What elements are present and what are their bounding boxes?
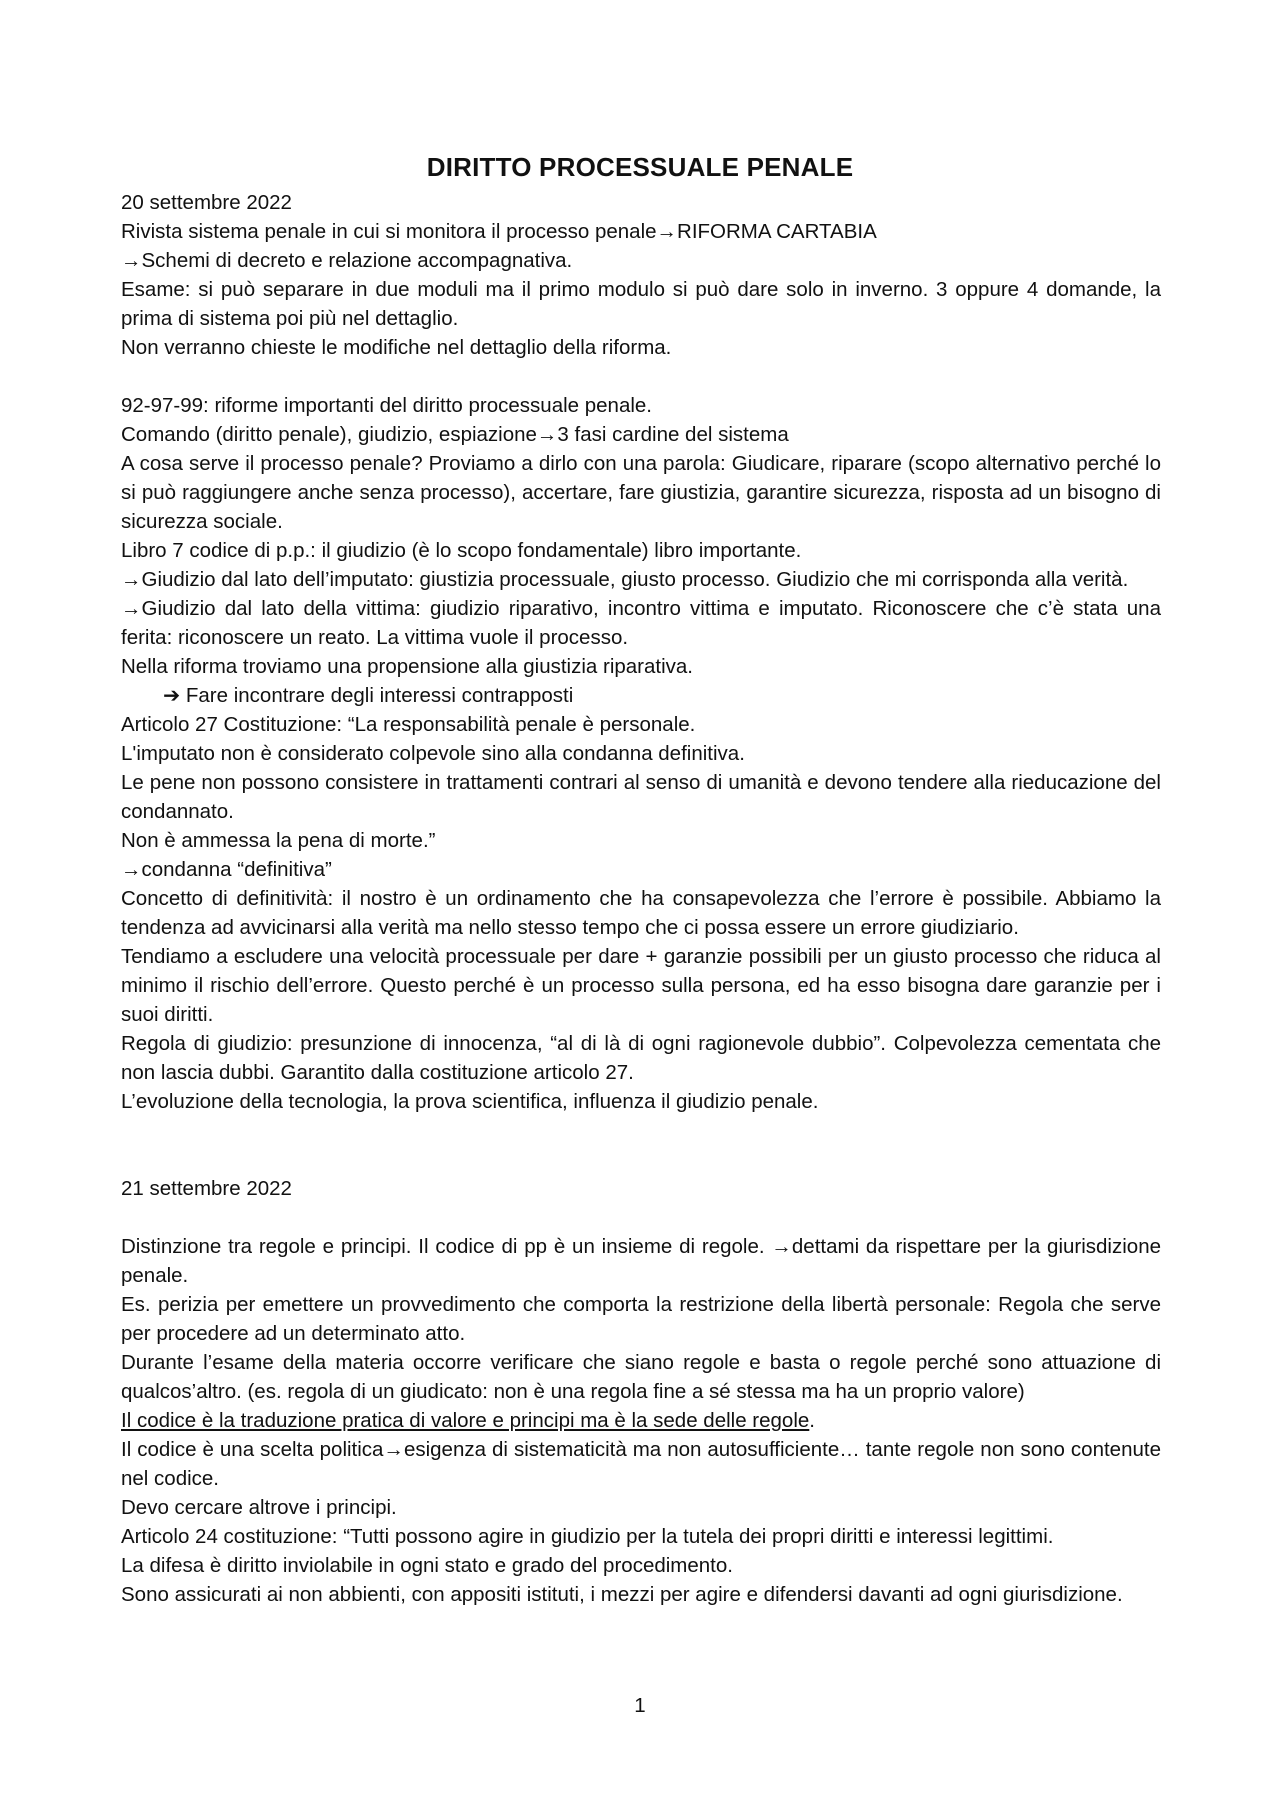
paragraph: Comando (diritto penale), giudizio, espiazione→3 fasi cardine del sistema [121,423,789,446]
paragraph: Libro 7 codice di p.p.: il giudizio (è lo scopo fondamentale) libro importante. [121,539,802,562]
paragraph: L'imputato non è considerato colpevole sino alla condanna definitiva. [121,742,745,765]
date-heading: 21 settembre 2022 [121,1177,292,1200]
paragraph: Regola di giudizio: presunzione di innocenza, “al di là di ogni ragionevole dubbio”. Colpevolezza cementata che non lascia dubbi. Garantito dalla costituzione articolo 27. [121,1032,1161,1084]
date-heading: 20 settembre 2022 [121,191,292,214]
paragraph: →Giudizio dal lato dell’imputato: giustizia processuale, giusto processo. Giudizio che mi corrisponda alla verità. [121,568,1129,591]
paragraph: Rivista sistema penale in cui si monitora il processo penale→RIFORMA CARTABIA [121,220,877,243]
underlined-statement: Il codice è la traduzione pratica di valore e principi ma è la sede delle regole [121,1409,810,1432]
paragraph: Il codice è una scelta politica→esigenza di sistematicità ma non autosufficiente… tante regole non sono contenute nel codice. [121,1438,1161,1490]
bullet-item: ➔ Fare incontrare degli interessi contrapposti [163,684,574,707]
paragraph: →Giudizio dal lato della vittima: giudizio riparativo, incontro vittima e imputato. Riconoscere che c’è stata una ferita: riconoscere un reato. La vittima vuole il processo. [121,597,1161,649]
paragraph: →Schemi di decreto e relazione accompagnativa. [121,249,573,272]
paragraph: Concetto di definitività: il nostro è un ordinamento che ha consapevolezza che l’errore è possibile. Abbiamo la tendenza ad avvicinarsi alla verità ma nello stesso tempo che ci possa essere un errore giudiziario. [121,887,1161,939]
paragraph: Esame: si può separare in due moduli ma il primo modulo si può dare solo in inverno. 3 oppure 4 domande, la prima di sistema poi più nel dettaglio. [121,278,1161,330]
paragraph: Tendiamo a escludere una velocità processuale per dare + garanzie possibili per un giusto processo che riduca al minimo il rischio dell’errore. Questo perché è un processo sulla persona, ed ha esso bisogna dare garanzie per i suoi diritti. [121,945,1161,1026]
paragraph: Sono assicurati ai non abbienti, con appositi istituti, i mezzi per agire e difendersi davanti ad ogni giurisdizione. [121,1583,1123,1606]
period: . [809,1409,815,1432]
paragraph: A cosa serve il processo penale? Proviamo a dirlo con una parola: Giudicare, riparare (scopo alternativo perché lo si può raggiungere anche senza processo), accertare, fare giustizia, garantire sicurezza, risposta ad un bisogno di sicurezza sociale. [121,452,1161,533]
document-title: DIRITTO PROCESSUALE PENALE [426,152,854,182]
paragraph: La difesa è diritto inviolabile in ogni stato e grado del procedimento. [121,1554,733,1577]
spacer [121,1116,1161,1174]
paragraph: Durante l’esame della materia occorre verificare che siano regole e basta o regole perché sono attuazione di qualcos’altro. (es. regola di un giudicato: non è una regola fine a sé stessa ma ha un proprio valore) [121,1351,1161,1403]
paragraph [121,1406,1161,1435]
document-body [121,188,1161,1609]
paragraph: Non è ammessa la pena di morte.” [121,829,436,852]
page-number: 1 [634,1694,646,1717]
paragraph: Distinzione tra regole e principi. Il codice di pp è un insieme di regole. →dettami da rispettare per la giurisdizione penale. [121,1235,1161,1287]
paragraph: Nella riforma troviamo una propensione alla giustizia riparativa. [121,655,693,678]
paragraph: 92-97-99: riforme importanti del diritto processuale penale. [121,394,652,417]
spacer [121,362,1161,391]
paragraph: Es. perizia per emettere un provvedimento che comporta la restrizione della libertà personale: Regola che serve per procedere ad un determinato atto. [121,1293,1161,1345]
paragraph: Non verranno chieste le modifiche nel dettaglio della riforma. [121,336,672,359]
paragraph: →condanna “definitiva” [121,858,332,881]
paragraph: Articolo 27 Costituzione: “La responsabilità penale è personale. [121,713,696,736]
paragraph: Le pene non possono consistere in trattamenti contrari al senso di umanità e devono tendere alla rieducazione del condannato. [121,771,1161,823]
spacer [121,1203,1161,1232]
paragraph: L’evoluzione della tecnologia, la prova scientifica, influenza il giudizio penale. [121,1090,819,1113]
paragraph: Devo cercare altrove i principi. [121,1496,397,1519]
paragraph: Articolo 24 costituzione: “Tutti possono agire in giudizio per la tutela dei propri diritti e interessi legittimi. [121,1525,1054,1548]
